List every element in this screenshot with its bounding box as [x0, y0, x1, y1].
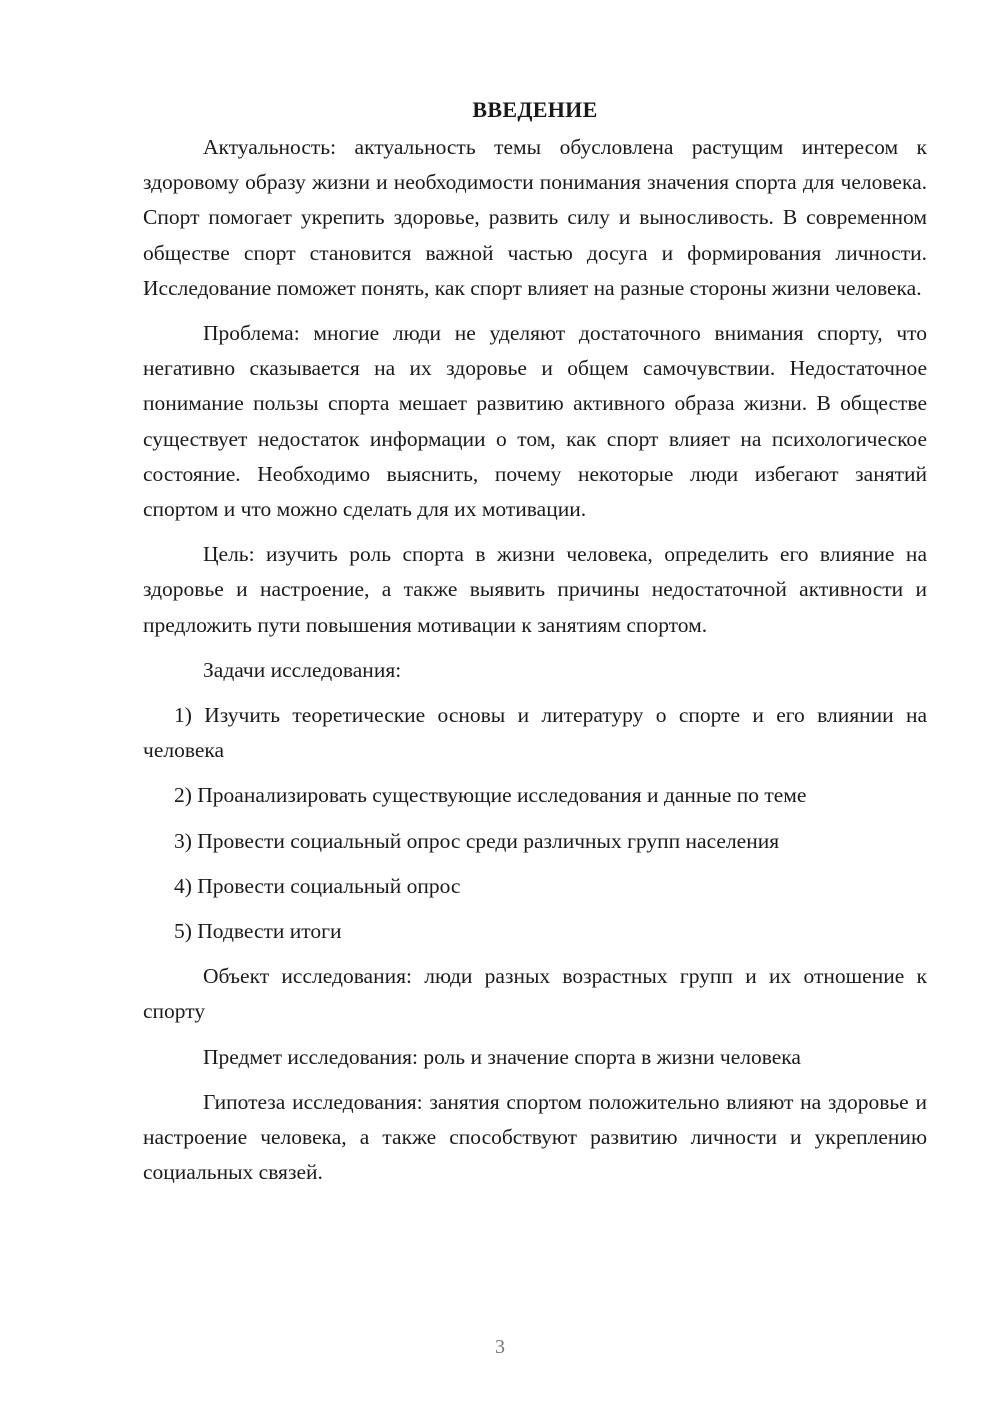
paragraph-goal: Цель: изучить роль спорта в жизни человека, определить его влияние на здоровье и настроение, а также выявить причины недостаточной активности и предложить пути повышения мотивации к занятиям спортом.: [143, 542, 927, 637]
task-item-4: 4) Провести социальный опрос: [174, 873, 461, 898]
paragraph-hypothesis: Гипотеза исследования: занятия спортом положительно влияют на здоровье и настроение человека, а также способствуют развитию личности и укреплению социальных связей.: [143, 1089, 927, 1185]
task-item-2: 2) Проанализировать существующие исследования и данные по теме: [174, 783, 807, 808]
paragraph-object: Объект исследования: люди разных возрастных групп и их отношение к спорту: [143, 964, 927, 1024]
paragraph-subject: Предмет исследования: роль и значение спорта в жизни человека: [203, 1044, 801, 1069]
page-number: 3: [495, 1336, 505, 1358]
section-heading: ВВЕДЕНИЕ: [472, 97, 598, 122]
paragraph-relevance: Актуальность: актуальность темы обусловлена растущим интересом к здоровому образу жизни и необходимости понимания значения спорта для человека. Спорт помогает укрепить здоровье, развить силу и выносливость. В современном обществе спорт становится важной частью досуга и формирования личности. Исследование поможет понять, как спорт влияет на разные стороны жизни человека.: [143, 135, 927, 300]
task-item-1: 1) Изучить теоретические основы и литературу о спорте и его влиянии на человека: [143, 703, 927, 763]
task-item-5: 5) Подвести итоги: [174, 919, 342, 944]
document-page: [143, 92, 927, 1200]
paragraph-tasks-title: Задачи исследования:: [203, 657, 402, 682]
paragraph-problem: Проблема: многие люди не уделяют достаточного внимания спорту, что негативно сказывается на их здоровье и общем самочувствии. Недостаточное понимание пользы спорта мешает развитию активного образа жизни. В обществе существует недостаток информации о том, как спорт влияет на психологическое состояние. Необходимо выяснить, почему некоторые люди избегают занятий спортом и что можно сделать для их мотивации.: [143, 321, 927, 522]
task-item-3: 3) Провести социальный опрос среди различных групп населения: [174, 828, 780, 853]
